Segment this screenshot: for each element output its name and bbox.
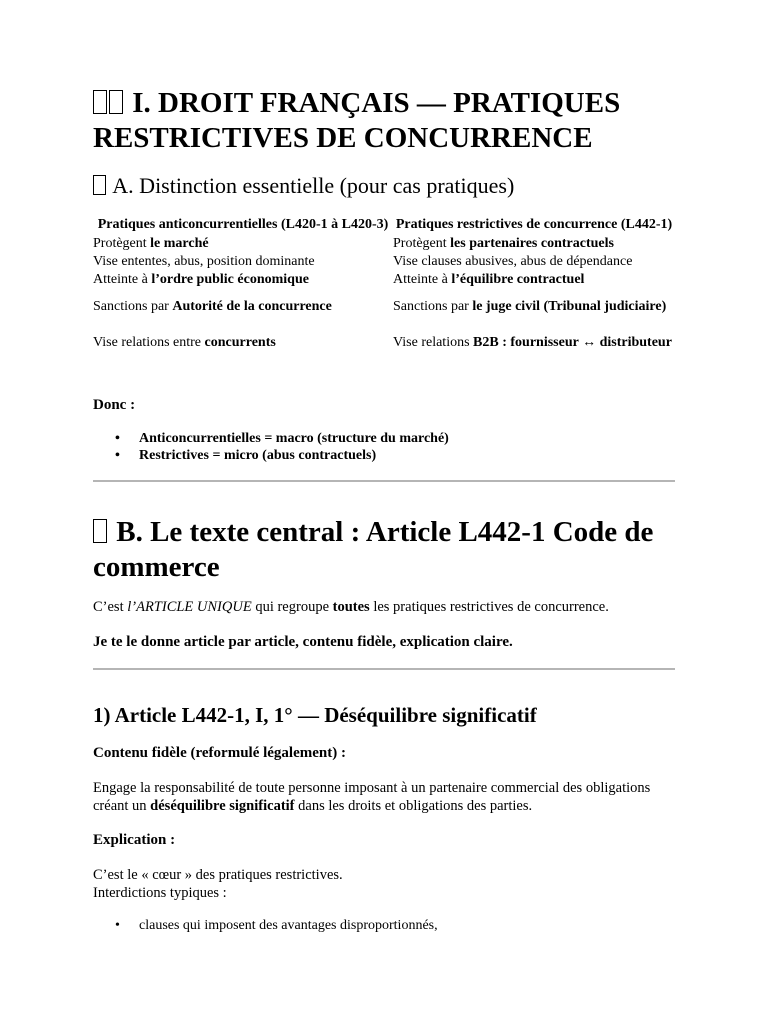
page-title bbox=[93, 86, 688, 156]
comparison-table bbox=[93, 216, 675, 360]
table-header-cell: Pratiques anticoncurrentielles (L420-1 à L420-3) bbox=[97, 217, 389, 232]
divider bbox=[93, 668, 675, 670]
list-item: • Restrictives = micro (abus contractuels) bbox=[139, 447, 449, 464]
section-emoji-icon bbox=[93, 519, 107, 543]
flag-emoji-icon bbox=[109, 90, 123, 114]
table-row bbox=[93, 270, 675, 288]
contenu-label: Contenu fidèle (reformulé légalement) : bbox=[93, 745, 346, 761]
donc-label: Donc : bbox=[93, 397, 136, 413]
table-row bbox=[93, 252, 675, 270]
table-cell: Protègent le marché bbox=[93, 235, 209, 251]
flag-emoji-icon bbox=[93, 90, 107, 114]
section-emoji-icon bbox=[93, 175, 106, 195]
donc-list bbox=[93, 430, 449, 464]
list-item: • Anticoncurrentielles = macro (structure du marché) bbox=[139, 430, 449, 447]
table-cell: Atteinte à l’ordre public économique bbox=[93, 271, 309, 287]
list-item: • clauses qui imposent des avantages disproportionnés, bbox=[139, 917, 438, 934]
section-b-intro: C’est l’ARTICLE UNIQUE qui regroupe toutes les pratiques restrictives de concurrence. bbox=[93, 599, 609, 615]
page-title-text: I. DROIT FRANÇAIS — PRATIQUES RESTRICTIVES DE CONCURRENCE bbox=[93, 87, 621, 154]
article-1-heading: 1) Article L442-1, I, 1° — Déséquilibre significatif bbox=[93, 703, 537, 727]
table-cell: Vise clauses abusives, abus de dépendance bbox=[393, 253, 633, 269]
contenu-text: Engage la responsabilité de toute personne imposant à un partenaire commercial des obligations créant un déséquilibre significatif dans les droits et obligations des parties. bbox=[93, 780, 651, 814]
table-cell: Vise ententes, abus, position dominante bbox=[93, 253, 315, 269]
explication-list bbox=[93, 917, 438, 934]
table-row bbox=[93, 288, 675, 324]
table-cell: Sanctions par le juge civil (Tribunal judiciaire) bbox=[393, 298, 667, 314]
explication-label: Explication : bbox=[93, 832, 176, 848]
table-cell: Sanctions par Autorité de la concurrence bbox=[93, 298, 332, 314]
table-cell: Vise relations entre concurrents bbox=[93, 334, 276, 350]
table-cell: Atteinte à l’équilibre contractuel bbox=[393, 271, 585, 287]
table-header-row bbox=[93, 216, 675, 234]
table-cell: Vise relations B2B : fournisseur ↔ distributeur bbox=[393, 334, 672, 350]
explication-text: C’est le « cœur » des pratiques restrictives. Interdictions typiques : bbox=[93, 867, 343, 901]
table-row bbox=[93, 234, 675, 252]
section-b-heading: B. Le texte central : Article L442-1 Code de commerce bbox=[93, 516, 654, 583]
table-header-cell: Pratiques restrictives de concurrence (L442-1) bbox=[395, 217, 673, 232]
section-b-note: Je te le donne article par article, contenu fidèle, explication claire. bbox=[93, 634, 513, 650]
table-cell: Protègent les partenaires contractuels bbox=[393, 235, 614, 251]
divider bbox=[93, 480, 675, 482]
section-a-heading: A. Distinction essentielle (pour cas pratiques) bbox=[93, 173, 688, 199]
table-row bbox=[93, 324, 675, 360]
